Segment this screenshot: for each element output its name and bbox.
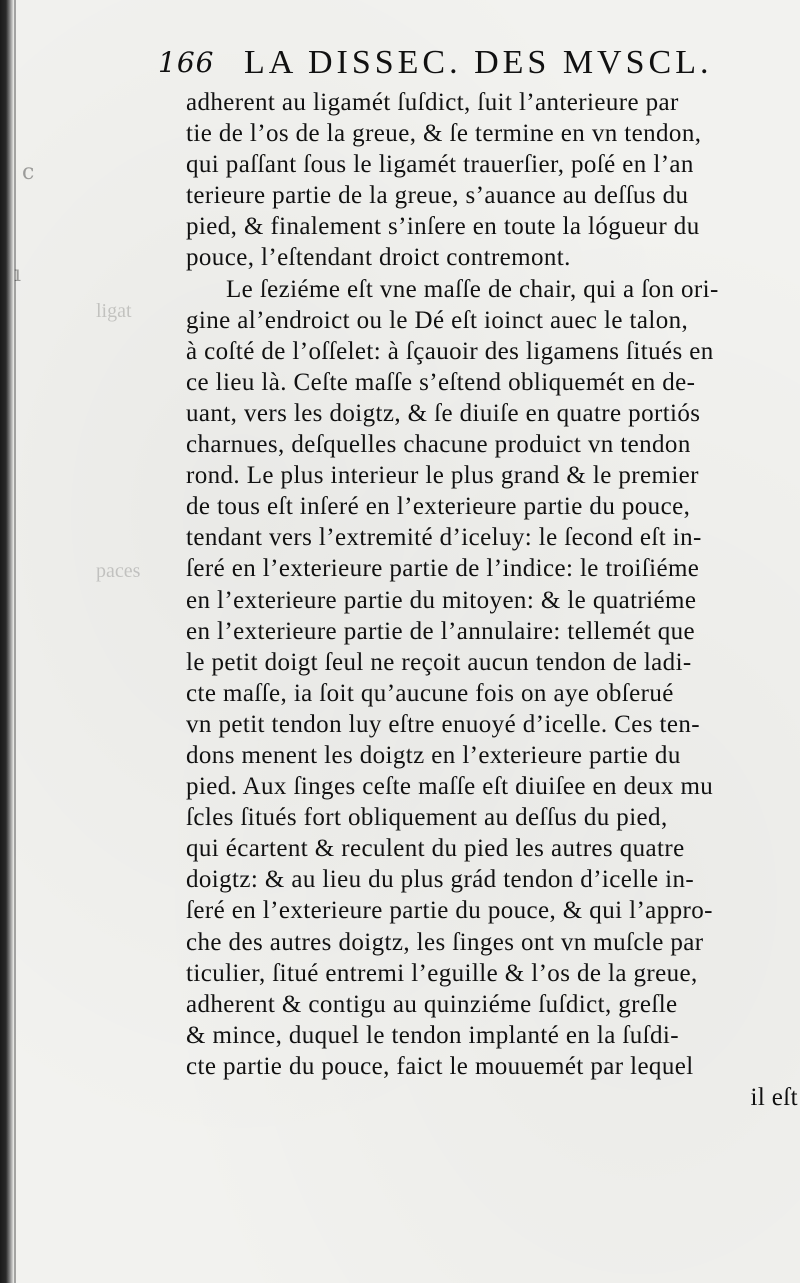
text-line: pouce, l’eſtendant droict contremont. xyxy=(186,244,571,272)
text-line: dons menent les doigtz en l’exterieure partie du xyxy=(186,741,681,769)
page-header xyxy=(158,42,798,90)
text-line: tendant vers l’extremité d’iceluy: le ſecond eſt in- xyxy=(186,524,702,552)
show-through-text: ligat xyxy=(96,300,132,322)
text-line: ſeré en l’exterieure partie du pouce, & qui l’appro- xyxy=(186,897,713,925)
text-line: le petit doigt ſeul ne reçoit aucun tendon de ladi- xyxy=(186,648,692,676)
text-line: adherent & contigu au quinziéme ſuſdict, greſle xyxy=(186,990,678,1018)
text-line: doigtz: & au lieu du plus grád tendon d’icelle in- xyxy=(186,866,695,894)
show-through-text: paces xyxy=(96,560,141,582)
text-line: rond. Le plus interieur le plus grand & le premier xyxy=(186,462,699,490)
text-line: uant, vers les doigtz, & ſe diuiſe en quatre portiós xyxy=(186,399,701,427)
text-line: ſeré en l’exterieure partie de l’indice: le troiſiéme xyxy=(186,555,700,583)
running-head: LA DISSEC. DES MVSCL. xyxy=(244,44,713,81)
body-text xyxy=(186,87,798,1113)
text-line: tie de l’os de la greue, & ſe termine en vn tendon, xyxy=(186,120,702,148)
text-line: ſcles ſitués fort obliquement au deſſus du pied, xyxy=(186,804,668,832)
text-line: cte maſſe, ia ſoit qu’aucune fois on aye obſerué xyxy=(186,679,674,707)
text-line: à coſté de l’oſſelet: à ſçauoir des ligamens ſitués en xyxy=(186,337,714,365)
text-line: vn petit tendon luy eſtre enuoyé d’icelle. Ces ten- xyxy=(186,710,700,738)
page-number: 166 xyxy=(158,46,215,79)
paragraph-start-line: Le ſeziéme eſt vne maſſe de chair, qui a ſon ori- xyxy=(226,275,719,303)
margin-mark: c xyxy=(22,160,35,185)
text-line: che des autres doigtz, les ſinges ont vn muſcle par xyxy=(186,928,704,956)
text-line: pied. Aux ſinges ceſte maſſe eſt diuiſee en deux mu xyxy=(186,773,714,801)
binding-edge xyxy=(14,0,16,1283)
text-line: adherent au ligamét ſuſdict, ſuit l’anterieure par xyxy=(186,89,679,116)
text-line: terieure partie de la greue, s’auance au deſſus du xyxy=(186,182,689,210)
text-line: ticulier, ſitué entremi l’eguille & l’os de la greue, xyxy=(186,959,698,987)
text-line: qui paſſant ſous le ligamét trauerſier, poſé en l’an xyxy=(186,151,694,179)
text-line: pied, & finalement s’inſere en toute la lógueur du xyxy=(186,213,700,241)
margin-mark: ı xyxy=(14,262,22,287)
text-line: en l’exterieure partie du mitoyen: & le quatriéme xyxy=(186,586,697,614)
text-line: cte partie du pouce, faict le mouuemét par lequel xyxy=(186,1052,694,1080)
text-line: ce lieu là. Ceſte maſſe s’eſtend obliquemét en de- xyxy=(186,368,696,396)
text-line: en l’exterieure partie de l’annulaire: tellemét que xyxy=(186,617,696,645)
text-line: charnues, deſquelles chacune produict vn tendon xyxy=(186,431,691,459)
text-line: & mince, duquel le tendon implanté en la ſuſdi- xyxy=(186,1021,679,1049)
text-line: de tous eſt inſeré en l’exterieure partie du pouce, xyxy=(186,493,691,521)
binding-gutter xyxy=(0,0,14,1283)
text-line: qui écartent & reculent du pied les autres quatre xyxy=(186,835,685,863)
catchword-line: il eſt xyxy=(750,1084,798,1111)
text-line: gine al’endroict ou le Dé eſt ioinct auec le talon, xyxy=(186,306,689,334)
